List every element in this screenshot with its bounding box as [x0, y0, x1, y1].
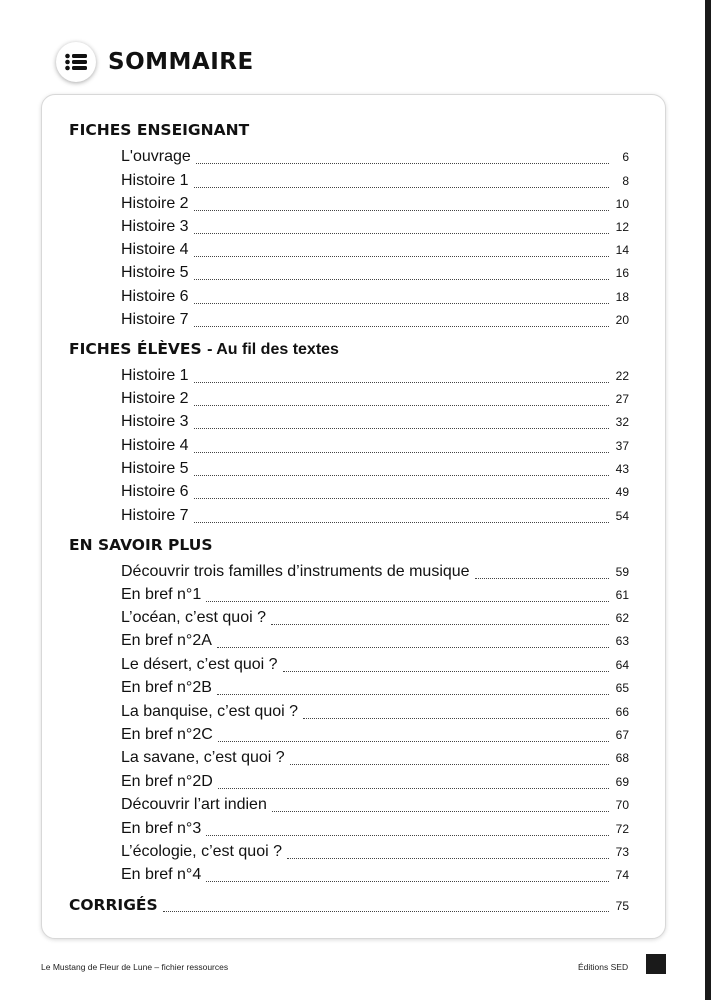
toc-entry-label: La savane, c’est quoi ? — [121, 749, 285, 766]
toc-entry-label: Histoire 6 — [121, 288, 189, 305]
toc-entry-label: Histoire 5 — [121, 264, 189, 281]
toc-entry[interactable] — [121, 726, 629, 748]
dot-leader — [206, 600, 609, 602]
toc-entry[interactable] — [121, 773, 629, 795]
toc-entry-label: En bref n°3 — [121, 820, 202, 837]
toc-entry-page: 43 — [615, 462, 629, 476]
section-heading-fiches-enseignant — [69, 121, 249, 139]
toc-entry-page: 6 — [622, 150, 629, 164]
toc-entry-label: Histoire 3 — [121, 413, 189, 430]
page-header — [56, 40, 254, 84]
toc-entry-page: 14 — [615, 243, 629, 257]
toc-entry-label: Découvrir l’art indien — [121, 796, 267, 813]
toc-entry-label: Histoire 7 — [121, 507, 189, 524]
toc-entry-page: 8 — [622, 174, 629, 188]
toc-entry[interactable] — [121, 264, 629, 286]
toc-entry-label: En bref n°2D — [121, 773, 213, 790]
toc-entry-page: 67 — [615, 728, 629, 742]
toc-entry-label: Histoire 3 — [121, 218, 189, 235]
section-title: EN SAVOIR PLUS — [69, 536, 213, 554]
dot-leader — [194, 255, 609, 257]
dot-leader — [194, 209, 609, 211]
publisher-logo — [646, 954, 666, 974]
toc-entry-page: 20 — [615, 313, 629, 327]
dot-leader — [218, 787, 609, 789]
toc-entry-page: 54 — [615, 509, 629, 523]
toc-entry-page: 66 — [615, 705, 629, 719]
dot-leader — [194, 474, 609, 476]
toc-entry-label: Histoire 2 — [121, 195, 189, 212]
toc-entry[interactable] — [121, 241, 629, 263]
dot-leader — [194, 232, 609, 234]
toc-entry[interactable] — [121, 413, 629, 435]
dot-leader — [206, 880, 609, 882]
page-title: SOMMAIRE — [108, 49, 254, 75]
footer-book-title: Le Mustang de Fleur de Lune – fichier ressources — [41, 962, 229, 972]
toc-entry-label: Histoire 5 — [121, 460, 189, 477]
toc-entry-label: Histoire 4 — [121, 241, 189, 258]
toc-entry-page: 72 — [615, 822, 629, 836]
dot-leader — [194, 451, 609, 453]
toc-entry-page: 27 — [615, 392, 629, 406]
toc-entry[interactable] — [121, 563, 629, 585]
dot-leader — [194, 427, 609, 429]
dot-leader — [194, 404, 609, 406]
toc-entry[interactable] — [121, 609, 629, 631]
toc-entry[interactable] — [121, 586, 629, 608]
toc-entry-label: L'ouvrage — [121, 148, 191, 165]
toc-entry-page: 69 — [615, 775, 629, 789]
toc-entry-label: En bref n°2C — [121, 726, 213, 743]
toc-entry[interactable] — [121, 367, 629, 389]
toc-entry-page: 75 — [615, 899, 629, 913]
toc-entry-page: 10 — [615, 197, 629, 211]
toc-entry-label: Histoire 4 — [121, 437, 189, 454]
toc-entry[interactable] — [121, 172, 629, 194]
toc-entry[interactable] — [121, 656, 629, 678]
toc-entry[interactable] — [121, 218, 629, 240]
dot-leader — [194, 325, 609, 327]
toc-entry-label: En bref n°4 — [121, 866, 202, 883]
toc-entry-page: 65 — [615, 681, 629, 695]
section-title: FICHES ÉLÈVES — [69, 340, 202, 358]
list-icon — [56, 42, 96, 82]
dot-leader — [217, 646, 609, 648]
corriges-label: CORRIGÉS — [69, 896, 158, 914]
toc-entry[interactable] — [121, 843, 629, 865]
section-title: FICHES ENSEIGNANT — [69, 121, 250, 139]
toc-entry[interactable] — [121, 796, 629, 818]
section-subtitle: - Au fil des textes — [207, 341, 339, 358]
toc-entry-label: Histoire 1 — [121, 367, 189, 384]
section-heading-en-savoir-plus — [69, 536, 213, 554]
toc-entry-page: 73 — [615, 845, 629, 859]
toc-entry[interactable] — [121, 483, 629, 505]
dot-leader — [217, 693, 609, 695]
toc-entry-page: 59 — [615, 565, 629, 579]
section-heading-fiches-eleves — [69, 340, 339, 359]
toc-entry[interactable] — [121, 679, 629, 701]
toc-entry[interactable] — [121, 437, 629, 459]
toc-entry-label: Découvrir trois familles d’instruments de musique — [121, 563, 470, 580]
footer-publisher: Éditions SED — [578, 962, 629, 972]
dot-leader — [271, 623, 609, 625]
toc-entry-page: 18 — [615, 290, 629, 304]
toc-entry-corriges[interactable] — [69, 896, 629, 918]
dot-leader — [196, 162, 609, 164]
toc-entry-label: Histoire 6 — [121, 483, 189, 500]
toc-entry[interactable] — [121, 288, 629, 310]
toc-entry[interactable] — [121, 749, 629, 771]
toc-entry[interactable] — [121, 460, 629, 482]
toc-entry-label: Histoire 7 — [121, 311, 189, 328]
dot-leader — [194, 302, 609, 304]
toc-entry-label: Le désert, c’est quoi ? — [121, 656, 278, 673]
dot-leader — [194, 186, 609, 188]
toc-entry[interactable] — [121, 311, 629, 333]
dot-leader — [194, 381, 609, 383]
dot-leader — [194, 497, 609, 499]
toc-entry-label: L’océan, c’est quoi ? — [121, 609, 266, 626]
toc-entry-page: 74 — [615, 868, 629, 882]
toc-entry-page: 22 — [615, 369, 629, 383]
toc-entry[interactable] — [121, 703, 629, 725]
toc-entry-label: Histoire 1 — [121, 172, 189, 189]
toc-entry-page: 16 — [615, 266, 629, 280]
dot-leader — [218, 740, 609, 742]
toc-entry-label: En bref n°2B — [121, 679, 212, 696]
dot-leader — [303, 717, 609, 719]
toc-entry[interactable] — [121, 866, 629, 888]
toc-entry-label: La banquise, c’est quoi ? — [121, 703, 299, 720]
toc-entry-page: 62 — [615, 611, 629, 625]
dot-leader — [475, 577, 609, 579]
toc-entry-label: L’écologie, c’est quoi ? — [121, 843, 282, 860]
toc-entry[interactable] — [121, 820, 629, 842]
dot-leader — [206, 834, 609, 836]
dot-leader — [194, 278, 609, 280]
toc-entry[interactable] — [121, 632, 629, 654]
dot-leader — [194, 521, 609, 523]
toc-entry-page: 12 — [615, 220, 629, 234]
toc-entry-label: Histoire 2 — [121, 390, 189, 407]
page-edge-bar — [705, 0, 711, 1000]
toc-entry[interactable] — [121, 390, 629, 412]
toc-entry-page: 61 — [615, 588, 629, 602]
toc-entry[interactable] — [121, 148, 629, 170]
toc-entry-label: En bref n°1 — [121, 586, 202, 603]
toc-entry[interactable] — [121, 195, 629, 217]
dot-leader — [290, 763, 609, 765]
toc-entry-page: 32 — [615, 415, 629, 429]
toc-entry-page: 63 — [615, 634, 629, 648]
toc-entry-page: 68 — [615, 751, 629, 765]
toc-entry-page: 64 — [615, 658, 629, 672]
dot-leader — [272, 810, 609, 812]
toc-entry-page: 70 — [615, 798, 629, 812]
toc-entry-page: 37 — [615, 439, 629, 453]
toc-entry[interactable] — [121, 507, 629, 529]
toc-entry-page: 49 — [615, 485, 629, 499]
toc-entry-label: En bref n°2A — [121, 632, 212, 649]
dot-leader — [283, 670, 609, 672]
dot-leader — [163, 910, 609, 912]
dot-leader — [287, 857, 609, 859]
